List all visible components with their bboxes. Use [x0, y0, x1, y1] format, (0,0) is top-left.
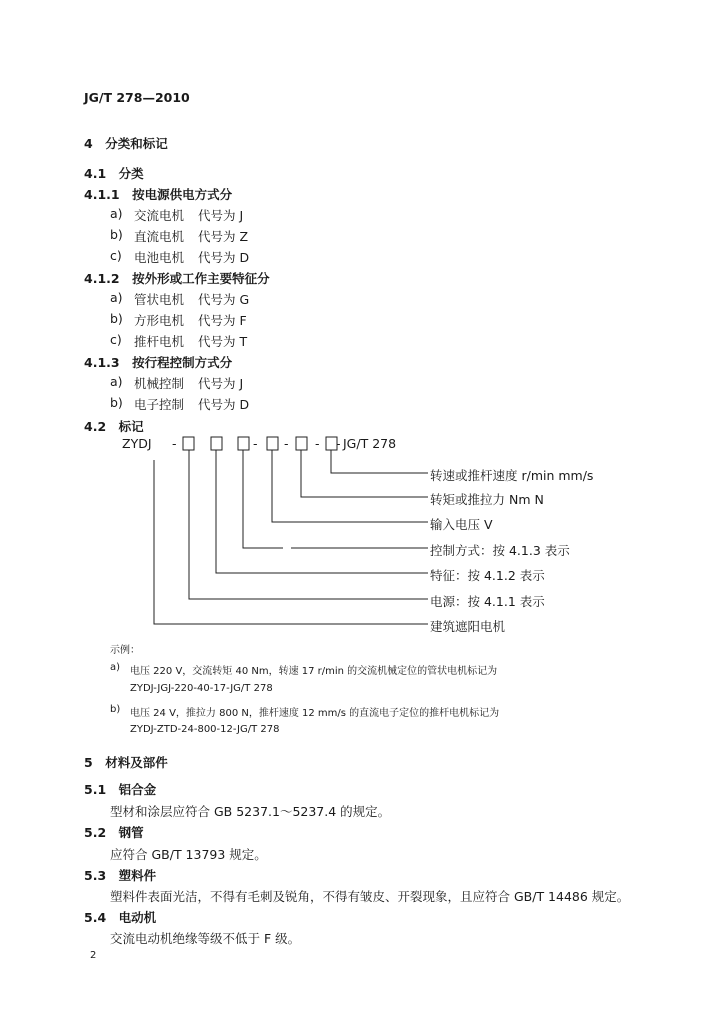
- marking-dash: -: [253, 436, 258, 451]
- list-item-marker: b): [110, 395, 123, 410]
- list-item-code: 代号为 J: [198, 208, 244, 223]
- list-item-marker: a): [110, 206, 123, 221]
- list-item-code: 代号为 T: [198, 334, 248, 349]
- marking-label-power: 电源：按 4.1.1 表示: [430, 594, 545, 609]
- marking-box: [296, 437, 307, 450]
- marking-box: [267, 437, 278, 450]
- marking-dash: -: [284, 436, 289, 451]
- list-item-marker: c): [110, 248, 122, 263]
- list-item-name: 交流电机: [134, 208, 185, 223]
- list-item-code: 代号为 Z: [198, 229, 249, 244]
- leader-line: [331, 450, 428, 473]
- list-item-name: 电池电机: [134, 250, 185, 265]
- list-item-name: 方形电机: [134, 313, 185, 328]
- list-item-name: 直流电机: [134, 229, 185, 244]
- list-item-marker: b): [110, 311, 123, 326]
- marking-box: [211, 437, 222, 450]
- section-5-3-text: 塑料件表面光洁，不得有毛刺及锐角，不得有皱皮、开裂现象，且应符合 GB/T 14486 规定。: [110, 889, 630, 904]
- marking-box: [183, 437, 194, 450]
- example-text: 电压 220 V，交流转矩 40 Nm，转速 17 r/min 的交流机械定位的管状电机标记为: [130, 666, 498, 677]
- example-text: 电压 24 V，推拉力 800 N，推杆速度 12 mm/s 的直流电子定位的推杆电机标记为: [130, 708, 500, 719]
- example-code: ZYDJ-JGJ-220-40-17-JG/T 278: [130, 683, 273, 694]
- list-item-name: 推杆电机: [134, 334, 185, 349]
- marking-label-speed: 转速或推杆速度 r/min mm/s: [430, 468, 594, 483]
- marking-label-motor: 建筑遮阳电机: [430, 619, 506, 634]
- section-5-title: 5 材料及部件: [84, 755, 168, 770]
- leader-line: [301, 450, 428, 497]
- marking-box: [238, 437, 249, 450]
- section-4-1-1-title: 4.1.1 按电源供电方式分: [84, 187, 233, 202]
- section-4-1-2-title: 4.1.2 按外形或工作主要特征分: [84, 271, 270, 286]
- list-item-code: 代号为 G: [198, 292, 250, 307]
- example-marker: a): [110, 662, 121, 673]
- marking-label-feature: 特征：按 4.1.2 表示: [430, 568, 545, 583]
- list-item-code: 代号为 D: [198, 250, 250, 265]
- section-4-2-title: 4.2 标记: [84, 419, 144, 434]
- list-item-code: 代号为 D: [198, 397, 250, 412]
- leader-line: [189, 450, 428, 599]
- list-item-marker: b): [110, 227, 123, 242]
- marking-label-voltage: 输入电压 V: [430, 517, 493, 532]
- leader-line: [216, 450, 428, 573]
- page-number: 2: [90, 950, 97, 961]
- example-marker: b): [110, 704, 121, 715]
- leader-line: [243, 450, 283, 548]
- section-5-4-title: 5.4 电动机: [84, 910, 157, 925]
- section-4-title: 4 分类和标记: [84, 136, 168, 151]
- section-5-1-text: 型材和涂层应符合 GB 5237.1～5237.4 的规定。: [110, 804, 391, 819]
- standard-code: JG/T 278—2010: [84, 90, 190, 105]
- marking-label-control: 控制方式：按 4.1.3 表示: [430, 543, 570, 558]
- marking-dash: -: [172, 436, 177, 451]
- list-item-name: 管状电机: [134, 292, 185, 307]
- marking-label-torque: 转矩或推拉力 Nm N: [430, 492, 544, 507]
- marking-prefix: ZYDJ: [122, 436, 152, 451]
- list-item-marker: a): [110, 374, 123, 389]
- section-4-1-3-title: 4.1.3 按行程控制方式分: [84, 355, 233, 370]
- section-5-1-title: 5.1 铝合金: [84, 782, 157, 797]
- marking-suffix: JG/T 278: [343, 436, 397, 451]
- example-code: ZYDJ-ZTD-24-800-12-JG/T 278: [130, 724, 280, 735]
- leader-line: [154, 460, 428, 624]
- section-5-2-title: 5.2 钢管: [84, 825, 144, 840]
- marking-dash: -: [315, 436, 320, 451]
- list-item-name: 机械控制: [134, 376, 185, 391]
- section-5-3-title: 5.3 塑料件: [84, 868, 157, 883]
- list-item-code: 代号为 J: [198, 376, 244, 391]
- section-5-2-text: 应符合 GB/T 13793 规定。: [110, 847, 267, 862]
- list-item-name: 电子控制: [134, 397, 185, 412]
- marking-dash: -: [336, 436, 341, 451]
- list-item-marker: a): [110, 290, 123, 305]
- section-4-1-title: 4.1 分类: [84, 166, 144, 181]
- section-5-4-text: 交流电动机绝缘等级不低于 F 级。: [110, 931, 301, 946]
- leader-line: [272, 450, 428, 522]
- list-item-marker: c): [110, 332, 122, 347]
- list-item-code: 代号为 F: [198, 313, 247, 328]
- examples-title: 示例：: [110, 645, 140, 656]
